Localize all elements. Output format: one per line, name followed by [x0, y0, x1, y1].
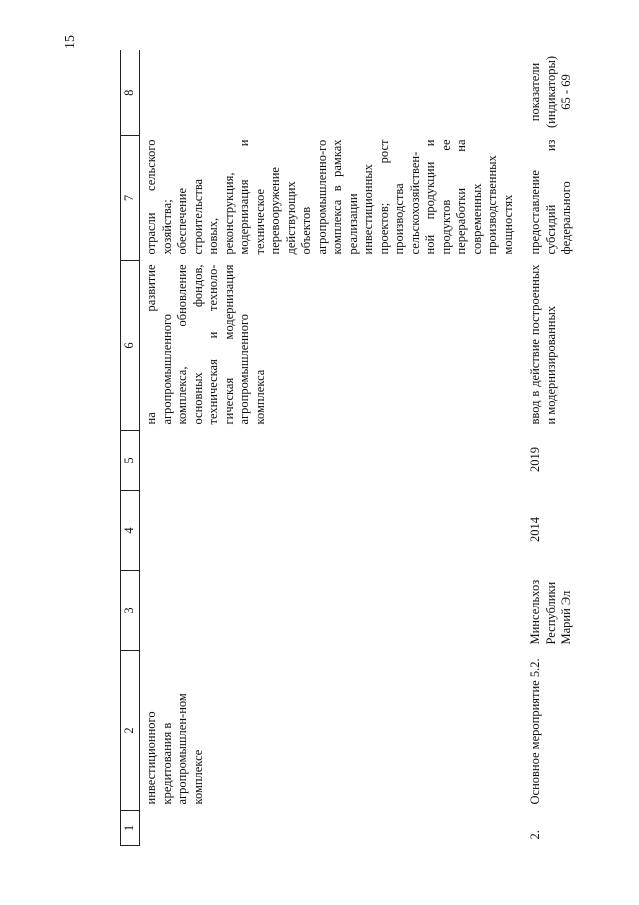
col-header-6: 6	[121, 261, 140, 431]
col-header-8: 8	[121, 51, 140, 136]
cell-indicators	[140, 51, 517, 136]
cell-end-year	[140, 431, 517, 491]
cell-start-year	[140, 491, 517, 571]
table-row	[140, 51, 517, 846]
cell-measure-name: Основное мероприятие 5.2.	[528, 658, 542, 805]
col-header-2: 2	[121, 651, 140, 811]
cell-start-year: 2014	[528, 517, 542, 542]
col-header-5: 5	[121, 431, 140, 491]
page-number: 15	[63, 35, 78, 49]
cell-end-year: 2019	[528, 447, 542, 472]
cell-indicators: показатели (индикаторы) 65 - 69	[528, 55, 573, 129]
cell-expected-result: ввод в действие построенных и модернизированных	[528, 264, 558, 425]
col-header-4: 4	[121, 491, 140, 571]
cell-expected-result: на развитие агропромышленного комплекса, обновление основных фондов, техническая и техноло-гическая модернизация агропромышленного комплекса	[144, 264, 267, 425]
col-header-1: 1	[121, 811, 140, 846]
header-row	[121, 51, 140, 846]
cell-main-directions: отрасли сельского хозяйства; обеспечение строительства новых, реконструкция, модернизация и техническое перевооружение действующих объектов агропромышленно-го комплекса в рамках реализации инвестиционных проектов; рост производства сельскохозяйствен-ной продукции и продуктов ее переработки на современных производственных мощностях	[144, 139, 515, 255]
cell-executor: Минсельхоз Республики Марий Эл	[528, 579, 573, 645]
cell-number: 2.	[528, 830, 542, 840]
cell-executor	[140, 571, 517, 651]
program-table-rotated	[120, 51, 639, 846]
cell-number	[140, 811, 517, 846]
cell-measure-name: инвестиционного кредитования в агропромышлен-ном комплексе	[144, 693, 205, 805]
col-header-3: 3	[121, 571, 140, 651]
table-row	[516, 51, 575, 846]
program-table	[120, 51, 575, 847]
col-header-7: 7	[121, 136, 140, 261]
cell-main-directions: предоставление субсидий из федерального	[528, 139, 573, 255]
